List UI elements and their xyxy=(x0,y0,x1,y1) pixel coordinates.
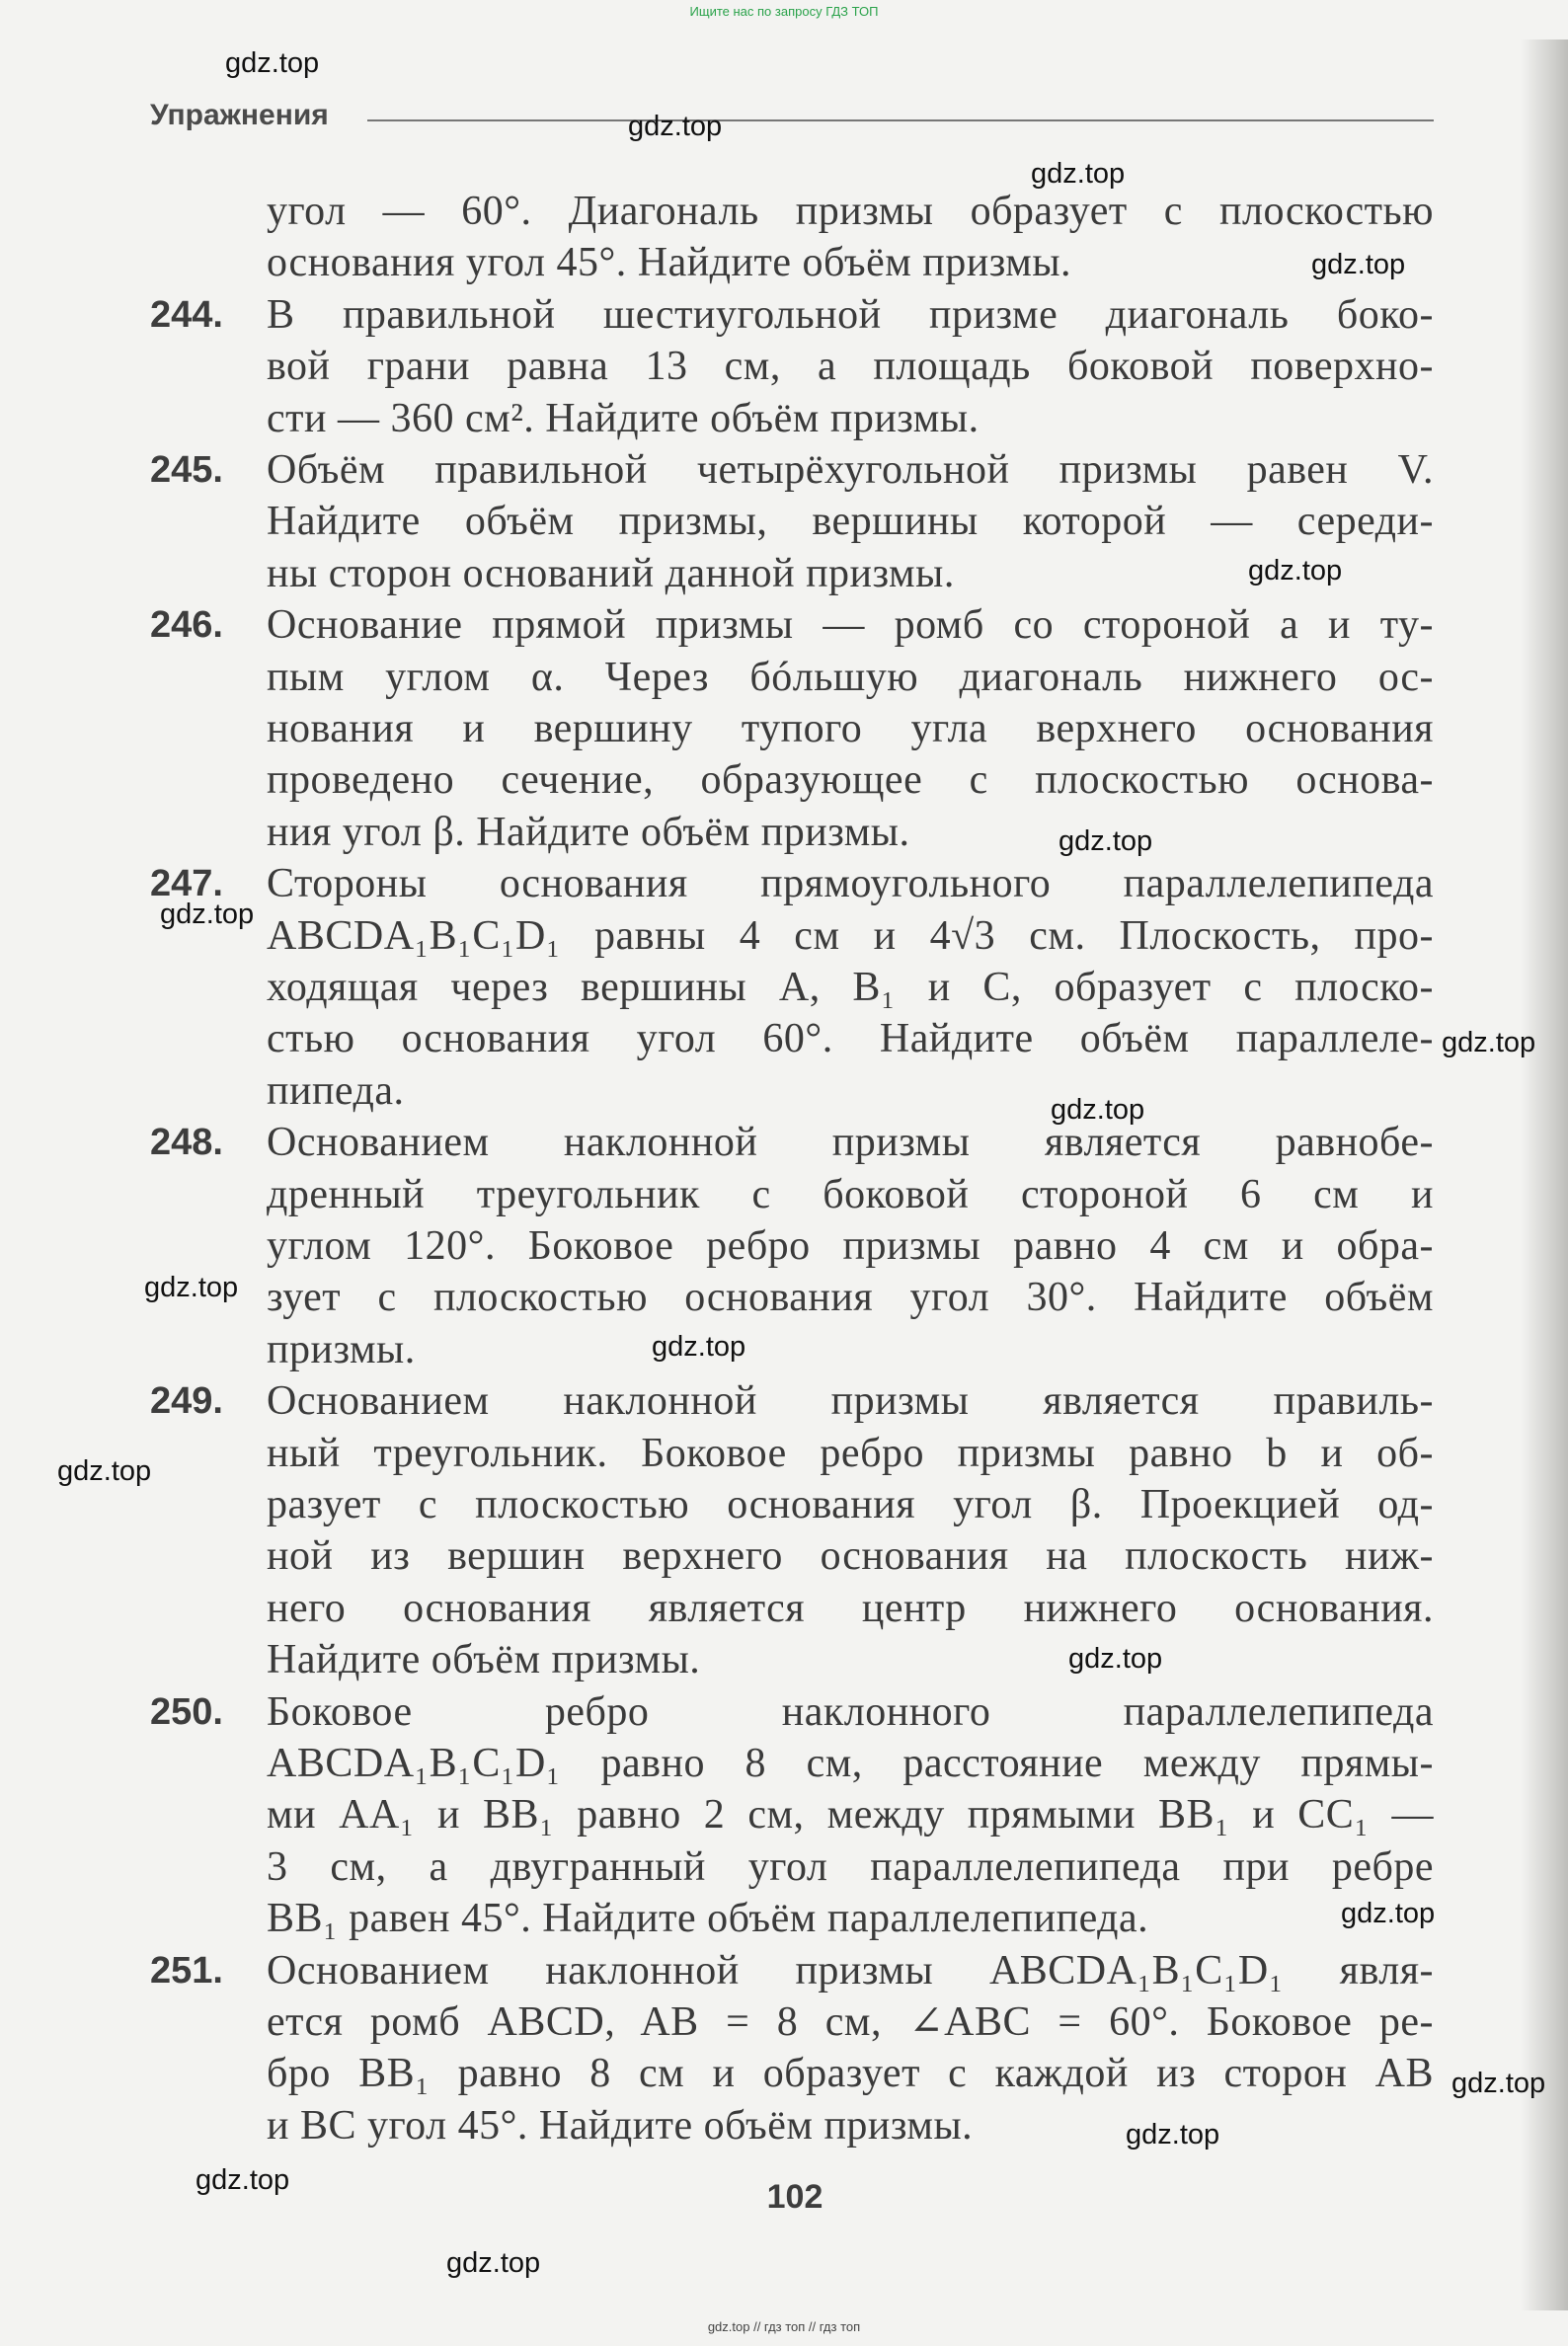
watermark: gdz.top xyxy=(1451,2068,1546,2099)
page-edge-shadow xyxy=(1521,39,1568,2310)
exercise-number: 248. xyxy=(150,1122,223,1164)
exercise-text-line: Основанием наклонной призмы является равнобе- xyxy=(267,1120,1434,1166)
exercise-text-line: ходящая через вершины A, B₁ и C, образует с плоско- xyxy=(267,965,1434,1010)
exercise-text-line: BB₁ равен 45°. Найдите объём параллелепипеда. xyxy=(267,1896,1149,1942)
section-title: Упражнения xyxy=(150,99,329,131)
exercise-text-line: пым углом α. Через бóльшую диагональ нижнего ос- xyxy=(267,654,1434,700)
exercise-text-line: Объём правильной четырёхугольной призмы равен V. xyxy=(267,447,1434,493)
watermark: gdz.top xyxy=(628,111,723,142)
exercise-text-line: ется ромб ABCD, AB = 8 см, ∠ABC = 60°. Боковое ре- xyxy=(267,1999,1434,2045)
exercise-text-line: Стороны основания прямоугольного параллелепипеда xyxy=(267,861,1434,907)
exercise-text-line: ния угол β. Найдите объём призмы. xyxy=(267,809,910,855)
exercise-text-line: него основания является центр нижнего основания. xyxy=(267,1585,1434,1631)
exercise-text-line: Основанием наклонной призмы ABCDA₁B₁C₁D₁ явля- xyxy=(267,1947,1434,1994)
watermark: gdz.top xyxy=(1051,1094,1145,1126)
exercise-number: 251. xyxy=(150,1949,223,1992)
page-number: 102 xyxy=(766,2178,823,2216)
watermark: gdz.top xyxy=(1311,249,1406,280)
watermark: gdz.top xyxy=(1248,555,1343,586)
exercise-text-line: нования и вершину тупого угла верхнего основания xyxy=(267,706,1434,751)
top-banner: Ищите нас по запросу ГДЗ ТОП xyxy=(689,4,879,19)
exercise-text-line: В правильной шестиугольной призме диагональ боко- xyxy=(267,291,1434,338)
watermark: gdz.top xyxy=(1068,1643,1163,1675)
exercise-text-line: сти — 360 см². Найдите объём призмы. xyxy=(267,395,980,441)
exercise-text-line: стью основания угол 60°. Найдите объём параллеле- xyxy=(267,1016,1434,1062)
exercise-text-line: вой грани равна 13 см, а площадь боковой поверхно- xyxy=(267,344,1434,390)
exercise-number: 250. xyxy=(150,1690,223,1733)
exercise-text-line: Основанием наклонной призмы является правиль- xyxy=(267,1378,1434,1425)
watermark: gdz.top xyxy=(446,2247,541,2279)
exercise-text-line: призмы. xyxy=(267,1326,416,1372)
exercise-number: 249. xyxy=(150,1380,223,1423)
exercise-text-line: пипеда. xyxy=(267,1067,405,1114)
watermark: gdz.top xyxy=(652,1331,746,1363)
exercise-text-line: ABCDA₁B₁C₁D₁ равны 4 см и 4√3 см. Плоскость, про- xyxy=(267,912,1434,959)
exercise-text-line: углом 120°. Боковое ребро призмы равно 4 см и обра- xyxy=(267,1223,1434,1269)
exercise-text-line: проведено сечение, образующее с плоскостью основа- xyxy=(267,757,1434,804)
exercise-text-line: зует с плоскостью основания угол 30°. Найдите объём xyxy=(267,1275,1434,1321)
watermark: gdz.top xyxy=(57,1455,152,1487)
exercise-text-line: ный треугольник. Боковое ребро призмы равно b и об- xyxy=(267,1430,1434,1476)
exercise-text-line: ны сторон оснований данной призмы. xyxy=(267,550,955,596)
watermark: gdz.top xyxy=(1442,1027,1536,1058)
watermark: gdz.top xyxy=(1341,1898,1436,1929)
exercise-text-line: разует с плоскостью основания угол β. Проекцией од- xyxy=(267,1482,1434,1527)
watermark: gdz.top xyxy=(196,2164,290,2196)
exercise-text-line: основания угол 45°. Найдите объём призмы. xyxy=(267,240,1072,286)
exercise-text-line: 3 см, а двугранный угол параллелепипеда при ребре xyxy=(267,1843,1434,1890)
exercise-text-line: Основание прямой призмы — ромб со стороной a и ту- xyxy=(267,602,1434,649)
exercise-text-line: ABCDA₁B₁C₁D₁ равно 8 см, расстояние между прямы- xyxy=(267,1741,1434,1786)
exercise-number: 246. xyxy=(150,604,223,647)
exercise-text-line: дренный треугольник с боковой стороной 6 см и xyxy=(267,1171,1434,1217)
watermark: gdz.top xyxy=(1126,2119,1220,2150)
exercise-number: 247. xyxy=(150,863,223,905)
watermark: gdz.top xyxy=(225,47,320,79)
exercise-text-line: бро BB₁ равно 8 см и образует с каждой из сторон AB xyxy=(267,2051,1434,2097)
exercise-number: 245. xyxy=(150,449,223,491)
exercise-text-line: Найдите объём призмы, вершины которой — середи- xyxy=(267,499,1434,545)
section-divider xyxy=(367,119,1434,121)
watermark: gdz.top xyxy=(1031,158,1126,190)
exercise-text-line: ной из вершин верхнего основания на плоскость ниж- xyxy=(267,1533,1434,1580)
watermark: gdz.top xyxy=(144,1272,239,1303)
exercise-text-line: ми AA₁ и BB₁ равно 2 см, между прямыми BB₁ и CC₁ — xyxy=(267,1792,1434,1838)
watermark: gdz.top xyxy=(1058,825,1153,857)
exercise-text-line: и BC угол 45°. Найдите объём призмы. xyxy=(267,2102,974,2149)
exercise-number: 244. xyxy=(150,293,223,336)
bottom-banner: gdz.top // гдз топ // гдз топ xyxy=(707,2319,861,2334)
exercise-text-line: Боковое ребро наклонного параллелепипеда xyxy=(267,1688,1434,1735)
watermark: gdz.top xyxy=(160,899,255,930)
exercise-text-line: Найдите объём призмы. xyxy=(267,1637,701,1683)
exercise-text-line: угол — 60°. Диагональ призмы образует с плоскостью xyxy=(267,189,1434,234)
